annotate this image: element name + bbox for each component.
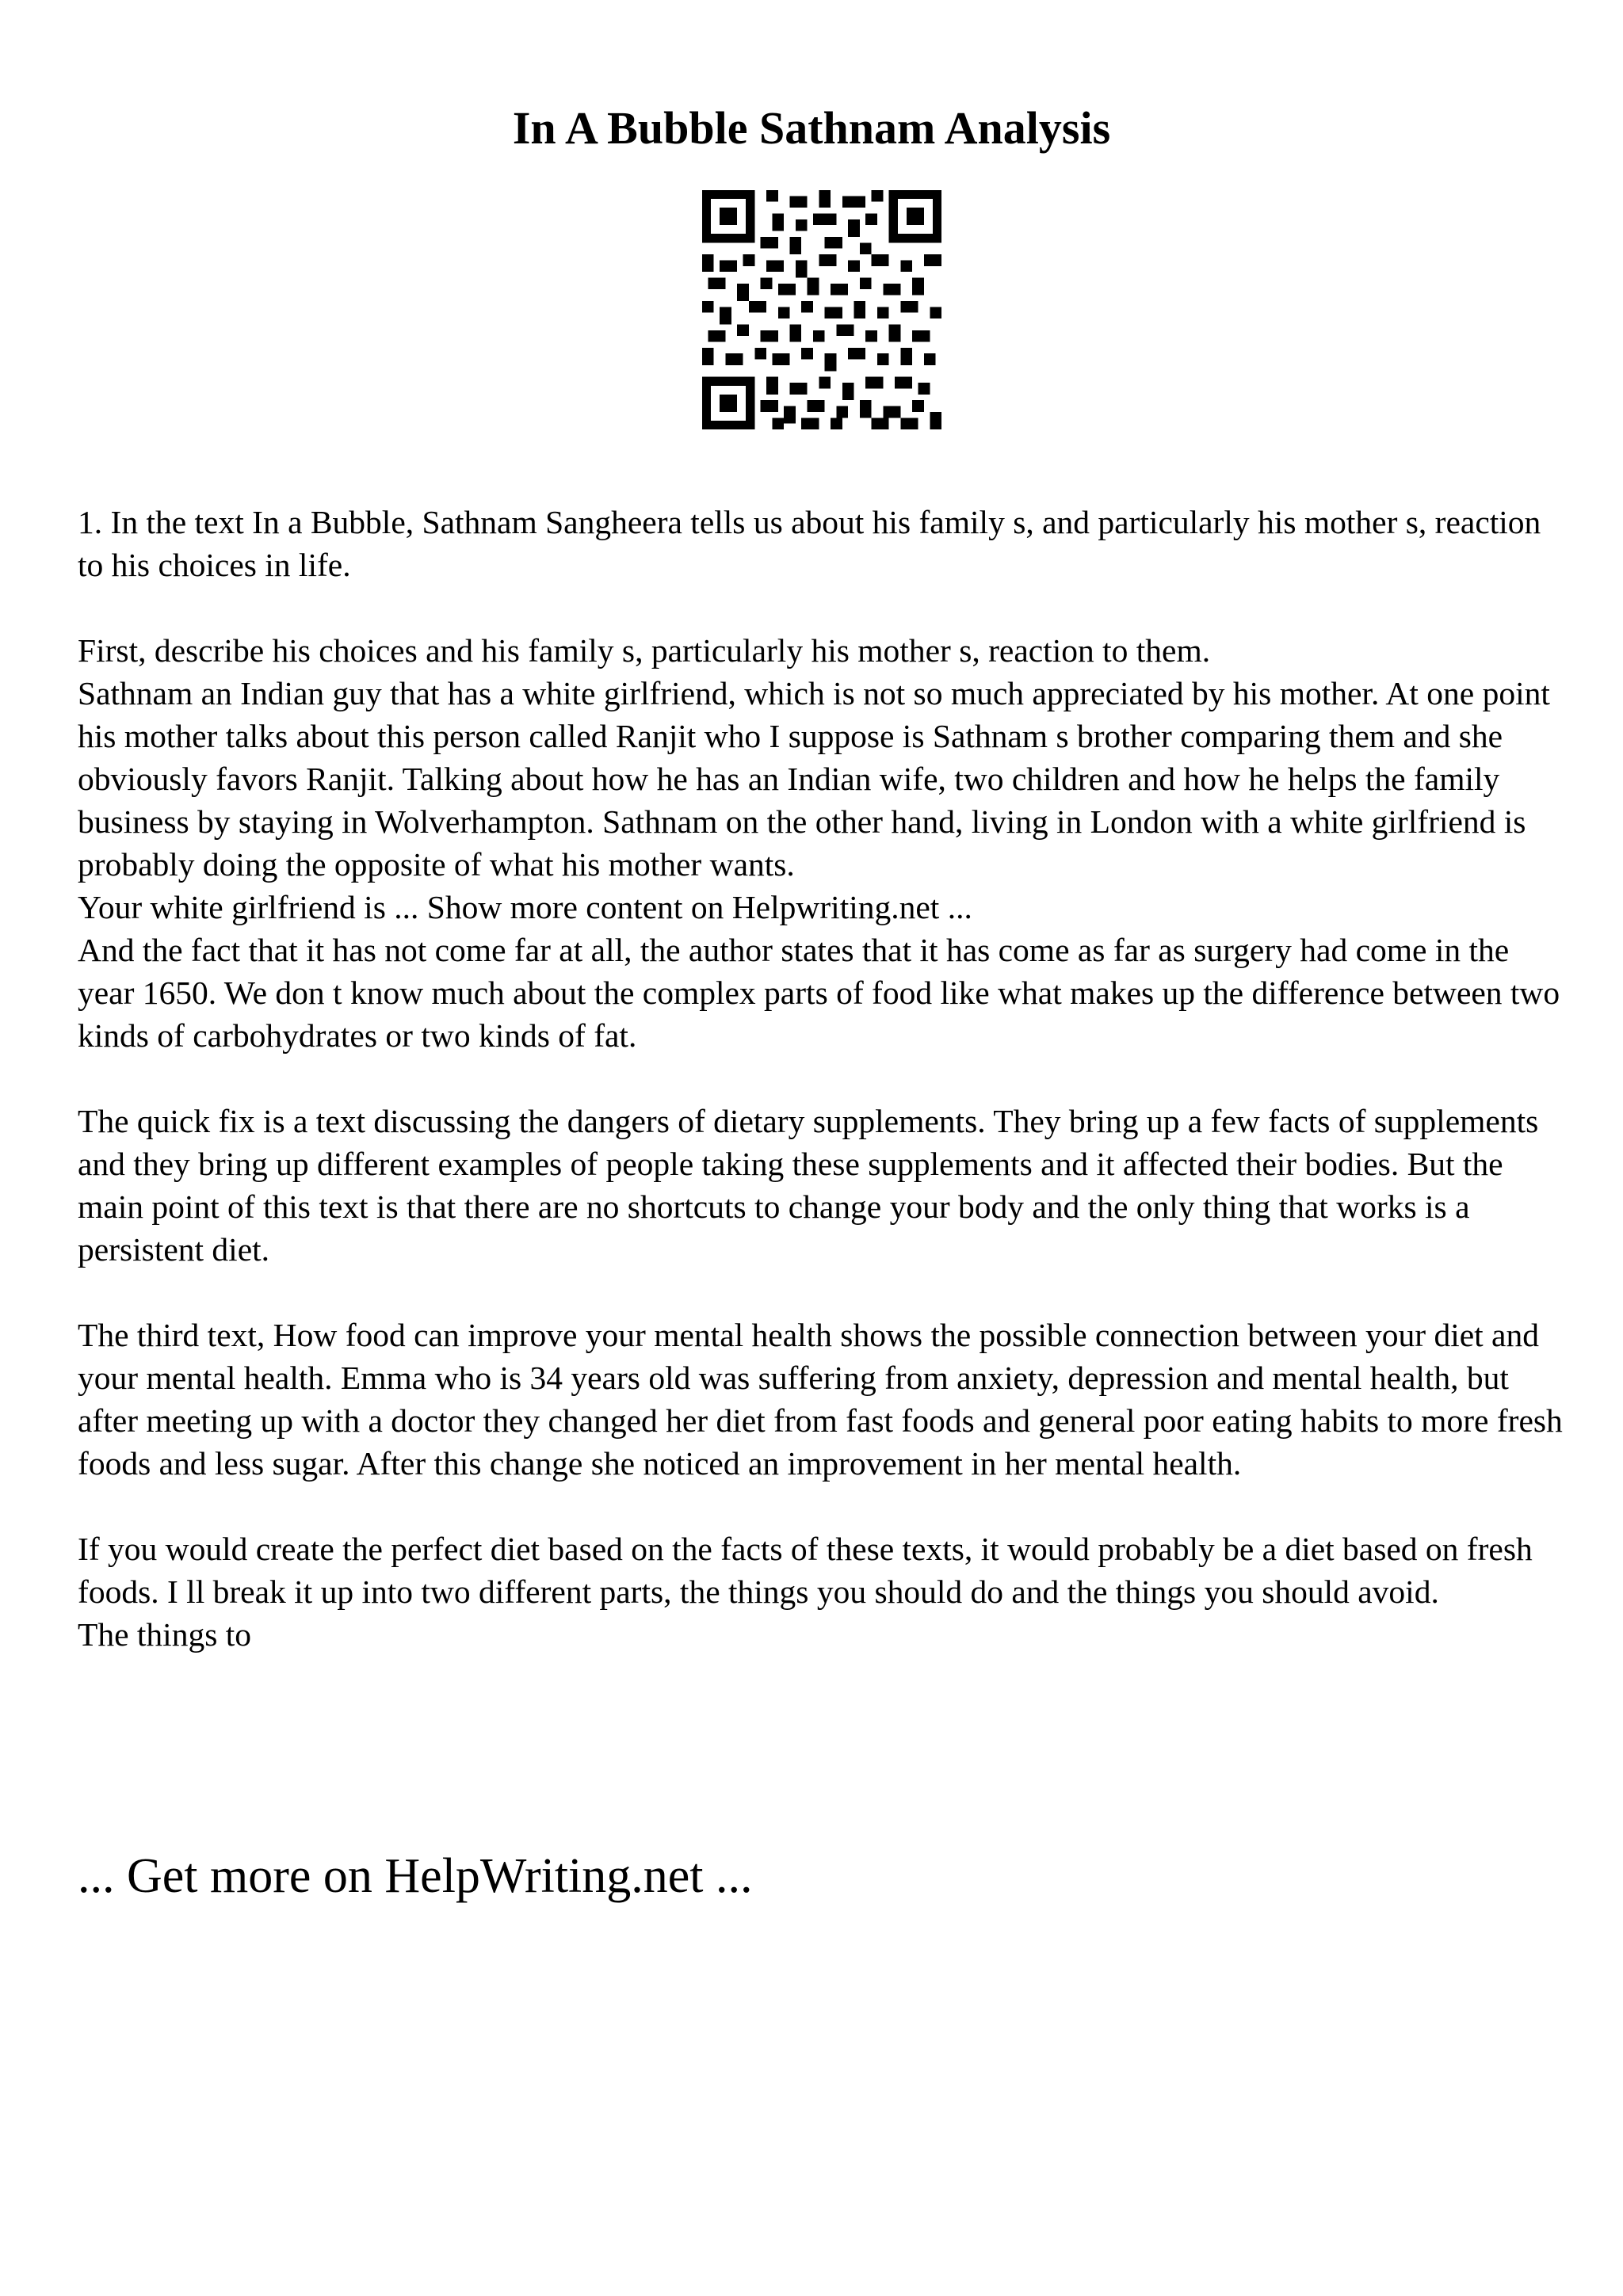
- paragraph-truncated: The things to: [78, 1616, 252, 1653]
- paragraph-question: First, describe his choices and his family s, particularly his mother s, reaction to them.: [78, 632, 1211, 669]
- paragraph-quick-fix: The quick fix is a text discussing the dangers of dietary supplements. They bring up a few facts of supplements and they bring up different examples of people taking these supplements and it affected their bodies. But the main point of this text is that there are no shortcuts to change your body and the only thing that works is a persistent diet.: [78, 1103, 1539, 1268]
- document-title: In A Bubble Sathnam Analysis: [512, 102, 1111, 154]
- paragraph-intro: 1. In the text In a Bubble, Sathnam Sangheera tells us about his family s, and particularly his mother s, reaction to his choices in life.: [78, 504, 1541, 583]
- get-more-link[interactable]: ... Get more on HelpWriting.net ...: [78, 1849, 753, 1903]
- paragraph-continued: And the fact that it has not come far at all, the author states that it has come as far as surgery had come in the year 1650. We don t know much about the complex parts of food like what makes up the difference between two kinds of carbohydrates or two kinds of fat.: [78, 932, 1560, 1054]
- paragraph-perfect-diet: If you would create the perfect diet based on the facts of these texts, it would probably be a diet based on fresh foods. I ll break it up into two different parts, the things you should do and the things you should avoid.: [78, 1531, 1533, 1610]
- show-more-teaser: Your white girlfriend is ... Show more content on Helpwriting.net ...: [78, 889, 972, 925]
- paragraph-answer: Sathnam an Indian guy that has a white girlfriend, which is not so much appreciated by his mother. At one point his mother talks about this person called Ranjit who I suppose is Sathnam s brother comparing them and she obviously favors Ranjit. Talking about how he has an Indian wife, two children and how he helps the family business by staying in Wolverhampton. Sathnam on the other hand, living in London with a white girlfriend is probably doing the opposite of what his mother wants.: [78, 675, 1550, 883]
- qr-code-icon: [702, 190, 941, 429]
- paragraph-mental-health: The third text, How food can improve your mental health shows the possible connection between your diet and your mental health. Emma who is 34 years old was suffering from anxiety, depression and mental health, but after meeting up with a doctor they changed her diet from fast foods and general poor eating habits to more fresh foods and less sugar. After this change she noticed an improvement in her mental health.: [78, 1317, 1563, 1482]
- document-body: [78, 501, 1568, 1656]
